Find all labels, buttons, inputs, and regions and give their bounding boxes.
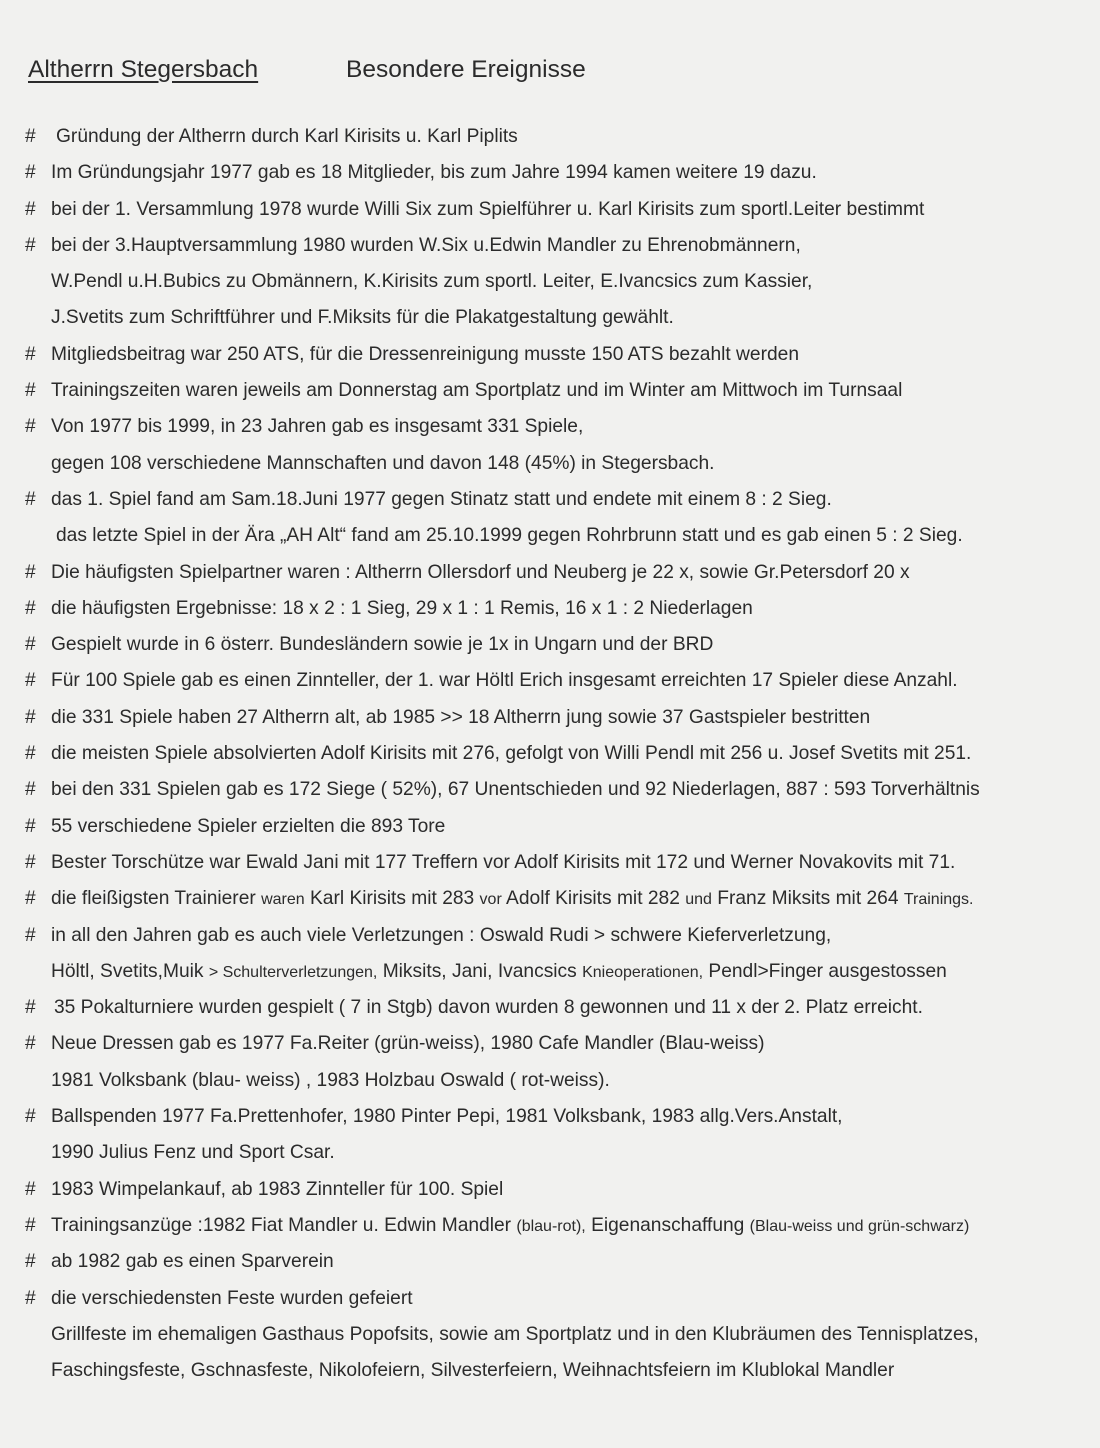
bullet-hash: # xyxy=(25,634,36,656)
event-text-part: das letzte Spiel in der Ära „AH Alt“ fand am 25.10.1999 gegen Rohrbrunn statt und es gab einen 5 : 2 Sieg. xyxy=(56,525,963,547)
event-item xyxy=(0,197,1100,233)
event-text-part: ab 1982 gab es einen Sparverein xyxy=(51,1251,334,1273)
bullet-hash: # xyxy=(25,597,36,619)
event-item xyxy=(0,487,1100,523)
bullet-hash: # xyxy=(25,1287,36,1309)
event-item xyxy=(0,741,1100,777)
event-text-part: Trainings. xyxy=(903,891,974,909)
event-text-part: gegen 108 verschiedene Mannschaften und davon 148 (45%) in Stegersbach. xyxy=(51,452,715,474)
bullet-hash: # xyxy=(25,380,36,402)
bullet-hash: # xyxy=(25,198,36,220)
event-item-continuation xyxy=(0,451,1100,487)
event-text-part: vor xyxy=(479,891,502,909)
event-item xyxy=(0,1104,1100,1140)
event-text xyxy=(51,668,958,694)
bullet-hash: # xyxy=(25,779,36,801)
bullet-hash: # xyxy=(25,1178,36,1200)
event-text-part: Neue Dressen gab es 1977 Fa.Reiter (grün-weiss), 1980 Cafe Mandler (Blau-weiss) xyxy=(51,1033,765,1055)
event-text-part: die fleißigsten Trainierer xyxy=(51,888,262,910)
event-item xyxy=(0,705,1100,741)
event-text xyxy=(51,305,674,331)
bullet-hash: # xyxy=(25,670,36,692)
event-text xyxy=(51,1104,843,1130)
event-text-part: 1990 Julius Fenz und Sport Csar. xyxy=(51,1142,335,1164)
event-text xyxy=(51,378,902,404)
event-text xyxy=(51,1031,764,1057)
bullet-hash: # xyxy=(25,997,36,1019)
event-text-part: (Blau-weiss und grün-schwarz) xyxy=(749,1217,970,1235)
event-text-part: Karl Kirisits mit 283 xyxy=(304,888,480,910)
event-text xyxy=(51,560,910,586)
club-title: Altherrn Stegersbach xyxy=(28,56,259,83)
event-text-part: die meisten Spiele absolvierten Adolf Kirisits mit 276, gefolgt von Willi Pendl mit 256 u. Josef Svetits mit 251. xyxy=(51,743,972,765)
event-text xyxy=(51,1322,979,1348)
event-text-part: > Schulterverletzungen, xyxy=(208,963,378,981)
event-item xyxy=(0,886,1100,922)
event-item xyxy=(0,233,1100,269)
event-item xyxy=(0,1031,1100,1067)
bullet-hash: # xyxy=(25,416,36,438)
event-item-continuation xyxy=(0,523,1100,559)
bullet-hash: # xyxy=(25,1033,36,1055)
event-item-continuation xyxy=(0,305,1100,341)
event-item xyxy=(0,124,1100,160)
event-item-continuation xyxy=(0,1068,1100,1104)
event-text xyxy=(51,850,955,876)
event-text-part: bei den 331 Spielen gab es 172 Siege ( 52%), 67 Unentschieden und 92 Niederlagen, 887 : 593 Torverhältnis xyxy=(51,779,980,801)
event-item xyxy=(0,814,1100,850)
bullet-hash: # xyxy=(25,126,36,147)
bullet-hash: # xyxy=(25,162,36,184)
event-item xyxy=(0,923,1100,959)
bullet-hash: # xyxy=(25,1214,36,1236)
event-text-part: Adolf Kirisits mit 282 xyxy=(501,888,686,910)
event-text xyxy=(51,777,980,803)
event-item xyxy=(0,850,1100,886)
event-item xyxy=(0,1177,1100,1213)
bullet-hash: # xyxy=(25,924,36,946)
event-text-part: Pendl>Finger ausgestossen xyxy=(703,960,947,982)
title-row xyxy=(28,56,586,84)
event-text xyxy=(51,197,924,223)
event-text xyxy=(51,342,799,368)
event-text-part: Franz Miksits mit 264 xyxy=(711,888,904,910)
event-text-part: Faschingsfeste, Gschnasfeste, Nikolofeiern, Silvesterfeiern, Weihnachtsfeiern im Klublokal Mandler xyxy=(51,1360,895,1382)
event-text-part: Trainingszeiten waren jeweils am Donnerstag am Sportplatz und im Winter am Mittwoch im Turnsaal xyxy=(51,380,903,402)
event-text xyxy=(51,414,583,440)
event-item xyxy=(0,1286,1100,1322)
event-text xyxy=(51,1358,894,1384)
event-text-part: in all den Jahren gab es auch viele Verletzungen : Oswald Rudi > schwere Kieferverletzung, xyxy=(51,924,832,946)
event-text xyxy=(51,1213,969,1240)
event-item xyxy=(0,414,1100,450)
event-text-part: Bester Torschütze war Ewald Jani mit 177 Treffern vor Adolf Kirisits mit 172 und Werner Novakovits mit 71. xyxy=(51,851,956,873)
event-text xyxy=(51,596,753,622)
event-text-part: waren xyxy=(261,891,305,909)
event-item xyxy=(0,342,1100,378)
event-text-part: Höltl, Svetits,Muik xyxy=(51,960,209,982)
event-item xyxy=(0,378,1100,414)
event-text xyxy=(51,269,812,295)
event-item xyxy=(0,668,1100,704)
event-text-part: Grillfeste im ehemaligen Gasthaus Popofsits, sowie am Sportplatz und in den Klubräumen des Tennisplatzes, xyxy=(51,1323,979,1345)
event-text xyxy=(51,233,801,259)
event-text xyxy=(51,923,831,949)
bullet-hash: # xyxy=(25,234,36,256)
event-text-part: 55 verschiedene Spieler erzielten die 893 Tore xyxy=(51,815,446,837)
event-text-part: Von 1977 bis 1999, in 23 Jahren gab es insgesamt 331 Spiele, xyxy=(51,416,584,438)
event-text-part: Gründung der Altherrn durch Karl Kirisits u. Karl Piplits xyxy=(56,126,518,147)
event-text-part: 1981 Volksbank (blau- weiss) , 1983 Holzbau Oswald ( rot-weiss). xyxy=(51,1069,610,1091)
event-text-part: Für 100 Spiele gab es einen Zinnteller, der 1. war Höltl Erich insgesamt erreichten 17 Spieler diese Anzahl. xyxy=(51,670,958,692)
event-text-part: Gespielt wurde in 6 österr. Bundesländern sowie je 1x in Ungarn und der BRD xyxy=(51,634,714,656)
event-text-part: Trainingsanzüge :1982 Fiat Mandler u. Edwin Mandler xyxy=(51,1214,517,1236)
bullet-hash: # xyxy=(25,888,36,910)
event-text xyxy=(51,814,445,840)
event-item xyxy=(0,596,1100,632)
event-text xyxy=(51,705,870,731)
event-text xyxy=(51,886,973,913)
event-text-part: Mitgliedsbeitrag war 250 ATS, für die Dressenreinigung musste 150 ATS bezahlt werden xyxy=(51,343,799,365)
event-text xyxy=(51,1140,335,1166)
event-text xyxy=(51,487,832,513)
document-title: Besondere Ereignisse xyxy=(346,56,586,83)
bullet-hash: # xyxy=(25,815,36,837)
event-text xyxy=(51,632,713,658)
event-item-continuation xyxy=(0,1322,1100,1358)
event-item xyxy=(0,160,1100,196)
event-item xyxy=(0,1249,1100,1285)
event-item-continuation xyxy=(0,959,1100,995)
event-text-part: Ballspenden 1977 Fa.Prettenhofer, 1980 Pinter Pepi, 1981 Volksbank, 1983 allg.Vers.Anstalt, xyxy=(51,1106,843,1128)
event-text xyxy=(51,1068,610,1094)
event-item xyxy=(0,560,1100,596)
event-text-part: die 331 Spiele haben 27 Altherrn alt, ab 1985 >> 18 Altherrn jung sowie 37 Gastspieler bestritten xyxy=(51,706,871,728)
event-item-continuation xyxy=(0,1140,1100,1176)
event-item-continuation xyxy=(0,269,1100,305)
bullet-hash: # xyxy=(25,561,36,583)
bullet-hash: # xyxy=(25,851,36,873)
bullet-hash: # xyxy=(25,706,36,728)
bullet-hash: # xyxy=(25,488,36,510)
event-text xyxy=(51,451,715,477)
event-text-part: die verschiedensten Feste wurden gefeiert xyxy=(51,1287,413,1309)
event-text xyxy=(51,160,817,186)
event-text xyxy=(51,1177,503,1203)
bullet-hash: # xyxy=(25,1251,36,1273)
bullet-hash: # xyxy=(25,343,36,365)
event-text-part: Knieoperationen, xyxy=(582,963,704,981)
event-text xyxy=(56,523,963,549)
event-text-part: (blau-rot), xyxy=(516,1217,586,1235)
event-item xyxy=(0,777,1100,813)
event-text-part: Eigenanschaffung xyxy=(585,1214,750,1236)
event-text xyxy=(56,124,518,150)
event-text-part: 1983 Wimpelankauf, ab 1983 Zinnteller für 100. Spiel xyxy=(51,1178,504,1200)
event-item xyxy=(0,995,1100,1031)
event-text xyxy=(51,1286,413,1312)
event-text xyxy=(51,1249,334,1275)
event-text-part: bei der 3.Hauptversammlung 1980 wurden W.Six u.Edwin Mandler zu Ehrenobmännern, xyxy=(51,234,801,256)
event-text-part: W.Pendl u.H.Bubics zu Obmännern, K.Kirisits zum sportl. Leiter, E.Ivancsics zum Kassier, xyxy=(51,271,813,293)
event-text-part: 35 Pokalturniere wurden gespielt ( 7 in Stgb) davon wurden 8 gewonnen und 11 x der 2. Platz erreicht. xyxy=(54,997,923,1019)
event-text-part: Miksits, Jani, Ivancsics xyxy=(377,960,583,982)
event-text-part: J.Svetits zum Schriftführer und F.Miksits für die Plakatgestaltung gewählt. xyxy=(51,307,674,329)
bullet-hash: # xyxy=(25,1106,36,1128)
event-text-part: und xyxy=(685,891,712,909)
event-text-part: Im Gründungsjahr 1977 gab es 18 Mitglieder, bis zum Jahre 1994 kamen weitere 19 dazu. xyxy=(51,162,817,184)
event-text xyxy=(54,995,923,1021)
event-text-part: das 1. Spiel fand am Sam.18.Juni 1977 gegen Stinatz statt und endete mit einem 8 : 2 Sieg. xyxy=(51,488,832,510)
event-item-continuation xyxy=(0,1358,1100,1394)
event-item xyxy=(0,1213,1100,1249)
events-list xyxy=(0,124,1100,1394)
event-item xyxy=(0,632,1100,668)
event-text xyxy=(51,959,947,986)
bullet-hash: # xyxy=(25,743,36,765)
event-text-part: bei der 1. Versammlung 1978 wurde Willi Six zum Spielführer u. Karl Kirisits zum sportl.Leiter bestimmt xyxy=(51,198,925,220)
event-text xyxy=(51,741,971,767)
event-text-part: die häufigsten Ergebnisse: 18 x 2 : 1 Sieg, 29 x 1 : 1 Remis, 16 x 1 : 2 Niederlagen xyxy=(51,597,753,619)
event-text-part: Die häufigsten Spielpartner waren : Altherrn Ollersdorf und Neuberg je 22 x, sowie Gr.Petersdorf 20 x xyxy=(51,561,910,583)
